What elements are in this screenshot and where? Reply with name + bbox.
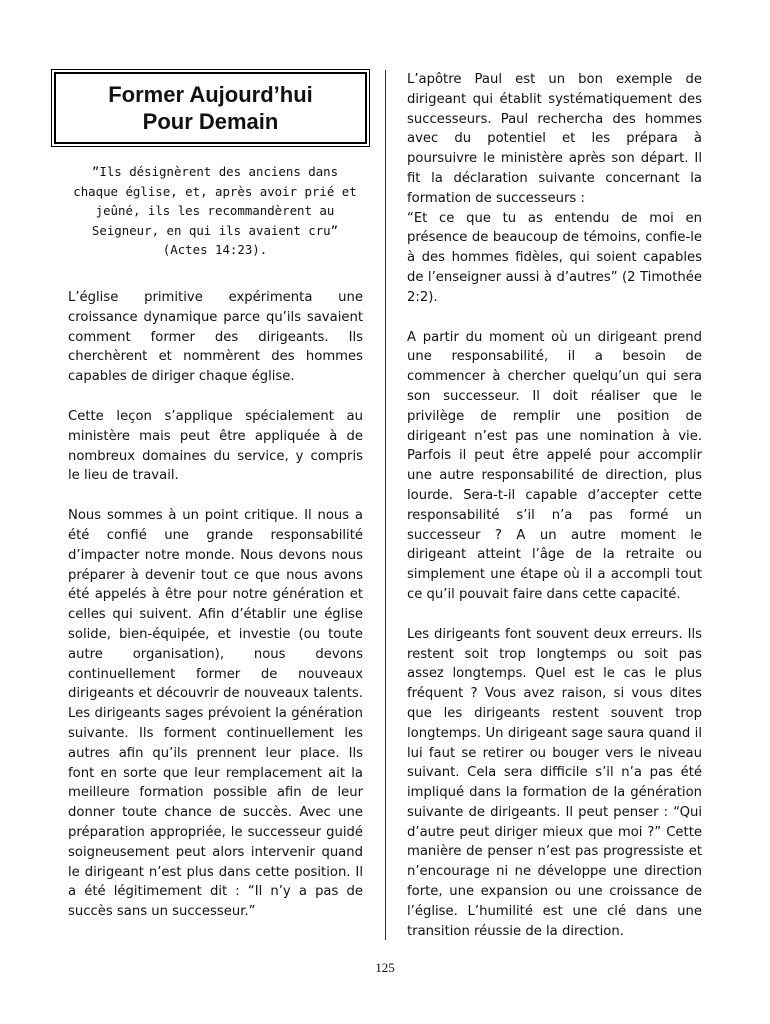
right-column [407, 70, 702, 961]
paragraph: Les dirigeants font souvent deux erreurs. Ils restent soit trop longtemps ou soit pas assez longtemps. Quel est le cas le plus fréquent ? Vous avez raison, si vous dites que les dirigeants restent souvent trop longtemps. Un dirigeant sage saura quand il lui faut se retirer ou bouger vers le niveau suivant. Cela sera difficile s’il n’a pas été impliqué dans la formation de la génération suivante de dirigeants. Il peut penser : “Qui d’autre peut diriger mieux que moi ?” Cette manière de penser n’est pas progressiste et n’encourage ni ne développe une direction forte, une expansion ou une croissance de l’église. L’humilité est une clé dans une transition réussie de la direction. [407, 626, 702, 939]
left-column [68, 288, 363, 942]
quote-text: ”Ils désignèrent des anciens dans chaque église, et, après avoir prié et jeûné, ils les recommandèrent au Seigneur, en qui ils avaient cru” [73, 164, 357, 238]
column-divider [385, 70, 386, 940]
quote-reference: (Actes 14:23). [162, 242, 268, 257]
page-number: 125 [375, 960, 395, 975]
title-line-1: Former Aujourd’hui [108, 82, 313, 107]
paragraph: Cette leçon s’applique spécialement au ministère mais peut être appliquée à de nombreux domaines du service, y compris le lieu de travail. [68, 408, 363, 484]
title-box [54, 72, 367, 144]
paragraph-intro: L’apôtre Paul est un bon exemple de dirigeant qui établit systématiquement des successeurs. Paul rechercha des hommes avec du potentiel et les prépara à poursuivre le ministère après son départ. Il fit la déclaration suivante concernant la formation de successeurs : [407, 72, 702, 206]
bible-quote [68, 162, 362, 260]
paragraph [407, 70, 702, 308]
title-line-2: Pour Demain [142, 109, 279, 134]
paragraph: A partir du moment où un dirigeant prend une responsabilité, il a besoin de commencer à chercher quelqu’un qui sera son successeur. Il doit réaliser que le privilège de remplir une position de dirigeant n’est pas une nomination à vie. Parfois il peut être appelé pour accomplir une autre responsabilité de direction, plus lourde. Sera-t-il capable d’accepter cette responsabilité s’il n’a pas formé un successeur ? A un autre moment le dirigeant atteint l’âge de la retraite ou simplement une étape où il a accompli tout ce qu’il pouvait faire dans cette capacité. [407, 329, 702, 602]
paragraph: Nous sommes à un point critique. Il nous a été confié une grande responsabilité d’impacter notre monde. Nous devons nous préparer à devenir tout ce que nous avons été appelés à être pour notre génération et celles qui suivent. Afin d’établir une église solide, bien-équipée, et investie (ou toute autre organisation), nous devons continuellement former de nouveaux dirigeants et découvrir de nouveaux talents. Les dirigeants sages prévoient la génération suivante. Ils forment continuellement les autres afin qu’ils prennent leur place. Ils font en sorte que leur remplacement ait la meilleure formation possible afin de leur donner toute chance de succès. Avec une préparation appropriée, le successeur guidé soigneusement peut alors intervenir quand le dirigeant n’est plus dans cette position. Il a été légitimement dit : “Il n’y a pas de succès sans un successeur.” [68, 508, 363, 920]
paragraph: L’église primitive expérimenta une croissance dynamique parce qu’ils savaient comment former des dirigeants. Ils cherchèrent et nommèrent des hommes capables de diriger chaque église. [68, 290, 363, 385]
scripture-citation: “Et ce que tu as entendu de moi en présence de beaucoup de témoins, confie-le à des hommes fidèles, qui soient capables de l’enseigner aussi à d’autres” (2 Timothée 2:2). [407, 210, 702, 305]
